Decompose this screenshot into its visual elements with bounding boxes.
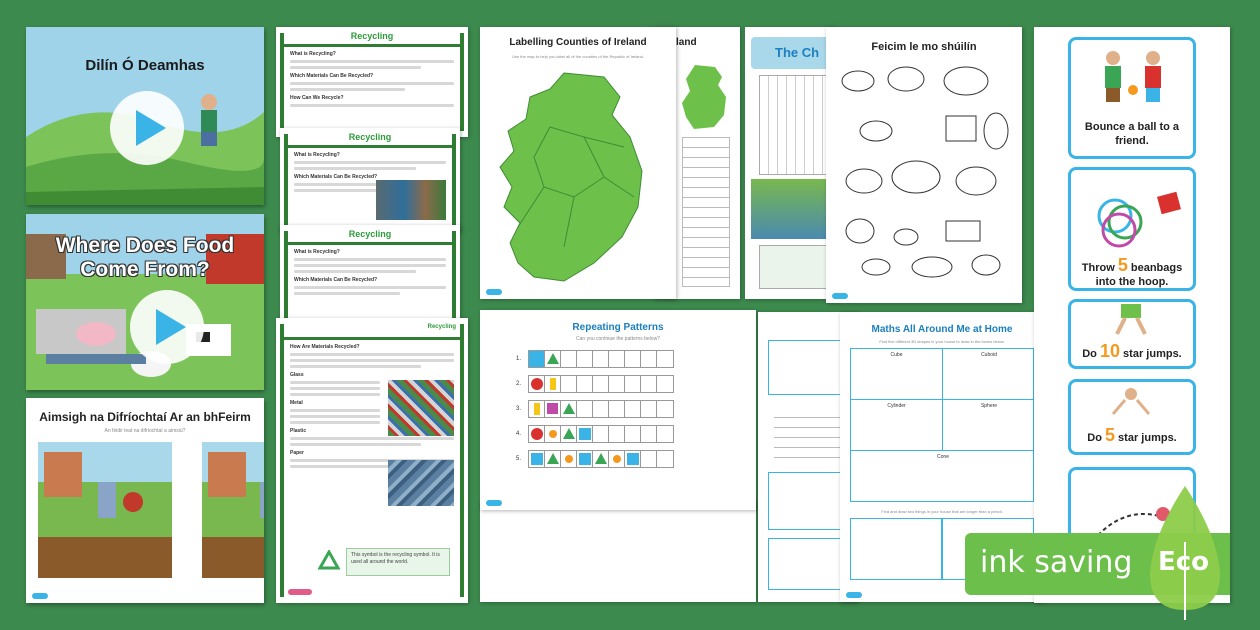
- page-title: Maths All Around Me at Home: [871, 324, 1013, 335]
- page-header: Recycling: [282, 33, 462, 47]
- row-number: 5.: [516, 455, 522, 462]
- page-title: Repeating Patterns: [572, 322, 664, 333]
- activity-card-bounce[interactable]: [1068, 37, 1196, 159]
- page-subtitle: Use the map to help you label all of the counties of the Republic of Ireland.: [512, 54, 644, 59]
- answer-lines: [774, 408, 848, 458]
- recycling-page-3[interactable]: [280, 225, 460, 325]
- farm-scene-right: [202, 442, 264, 578]
- play-button[interactable]: [110, 91, 184, 165]
- footer-logo: [846, 592, 862, 598]
- row-number: 3.: [516, 405, 522, 412]
- page-header: Recycling: [286, 231, 454, 245]
- metal-photo: [388, 460, 454, 506]
- page-title: The Ch: [775, 45, 820, 60]
- footer-logo: [32, 593, 48, 599]
- shape-label: Cube: [890, 352, 903, 358]
- footer-logo: [288, 589, 312, 595]
- page-title: Feicim le mo shúilín: [871, 41, 977, 53]
- recycling-symbol-icon: [316, 550, 342, 574]
- hoops-beanbag-icon: [1079, 184, 1189, 250]
- activity-text: Do 5 star jumps.: [1087, 425, 1177, 445]
- feicim-page[interactable]: [826, 27, 1022, 303]
- pattern-row: [516, 446, 674, 471]
- children-ball-icon: [1083, 48, 1183, 114]
- pattern-row: [516, 346, 674, 371]
- shape-label: Cone: [937, 454, 949, 460]
- footer-logo: [832, 293, 848, 299]
- play-icon: [136, 110, 166, 146]
- sheet-title: Aimsigh na Difríochtaí Ar an bhFeirm: [39, 410, 251, 424]
- section-heading: Which Materials Can Be Recycled?: [294, 174, 378, 180]
- page-subtitle: Find five different 3D shapes in your house to draw in the boxes below.: [879, 339, 1005, 344]
- row-number: 2.: [516, 380, 522, 387]
- child-jumping-icon: [1101, 386, 1161, 420]
- letter-grid: [759, 75, 835, 175]
- page-header: Recycling: [282, 324, 462, 340]
- footer-logo: [486, 289, 502, 295]
- video-title: Dilín Ó Deamhas: [85, 57, 205, 74]
- child-jumping-icon: [1101, 304, 1161, 338]
- pattern-row: [516, 371, 674, 396]
- shapes-grid: [850, 348, 1034, 502]
- play-icon: [156, 309, 186, 345]
- draw-box: [850, 518, 942, 580]
- activity-text: Throw 5 beanbags into the hoop.: [1081, 255, 1183, 288]
- symbol-note-box: [346, 548, 450, 576]
- page-header: Recycling: [286, 134, 454, 148]
- sheet-subtitle: An féidir leat na difríochtaí a aimsiú?: [104, 428, 186, 434]
- draw-box: [768, 472, 848, 530]
- shape-label: Cuboid: [981, 352, 997, 358]
- pattern-rows: [516, 346, 674, 471]
- row-number: 1.: [516, 355, 522, 362]
- activity-card-beanbags[interactable]: [1068, 167, 1196, 291]
- eco-badge-text: Eco: [1158, 547, 1210, 577]
- ink-saving-label: ink saving: [980, 545, 1133, 580]
- word-list: [759, 245, 829, 289]
- section-heading: Which Materials Can Be Recycled?: [294, 277, 378, 283]
- shape-label: Cylinder: [887, 403, 906, 409]
- activity-text: Do 10 star jumps.: [1082, 341, 1182, 361]
- section-heading: What is Recycling?: [294, 152, 340, 158]
- animal-outlines: [836, 61, 1012, 281]
- draw-box: [768, 340, 848, 395]
- symbol-note: This symbol is the recycling symbol. It is used all around the world.: [351, 552, 440, 565]
- instruction-text: Find and draw two things in your house that are longer than a pencil.: [881, 509, 1003, 514]
- recycling-page-2[interactable]: [280, 128, 460, 233]
- activity-text: Bounce a ball to a friend.: [1084, 121, 1180, 147]
- section-heading: Metal: [290, 400, 303, 406]
- pattern-row: [516, 396, 674, 421]
- section-heading: What is Recycling?: [294, 249, 340, 255]
- pattern-row: [516, 421, 674, 446]
- play-button[interactable]: [130, 290, 204, 364]
- answer-lines: [682, 137, 730, 287]
- farm-scene-left: [38, 442, 172, 578]
- grass-strip: [751, 179, 837, 239]
- page-title: Labelling Counties of Ireland: [509, 37, 647, 48]
- ireland-counties-page[interactable]: [480, 27, 676, 299]
- recycling-page-1[interactable]: [276, 27, 468, 137]
- section-heading: How Can We Recycle?: [290, 95, 344, 101]
- video-card-dilin[interactable]: [26, 27, 264, 205]
- recycling-page-4[interactable]: [276, 318, 468, 603]
- video-title: Where Does Food Come From?: [55, 234, 235, 281]
- section-heading: Which Materials Can Be Recycled?: [290, 73, 374, 79]
- activity-card-jumps-5[interactable]: [1068, 379, 1196, 455]
- patterns-page-back: [480, 500, 756, 602]
- section-heading: Plastic: [290, 428, 307, 434]
- section-heading: How Are Materials Recycled?: [290, 344, 360, 350]
- ireland-map: [494, 67, 664, 287]
- row-number: 4.: [516, 430, 522, 437]
- glass-photo: [388, 380, 454, 436]
- wordsearch-page[interactable]: [745, 27, 837, 299]
- video-card-food[interactable]: [26, 214, 264, 390]
- page-subtitle: Can you continue the patterns below?: [576, 336, 660, 342]
- recycling-bins-photo: [376, 180, 446, 220]
- repeating-patterns-page[interactable]: [480, 310, 756, 510]
- spot-difference-sheet[interactable]: [26, 398, 264, 603]
- ireland-small-map: [680, 63, 730, 131]
- section-heading: What is Recycling?: [290, 51, 336, 57]
- draw-box: [768, 538, 848, 590]
- section-heading: Glass: [290, 372, 304, 378]
- shape-label: Sphere: [980, 403, 998, 409]
- footer-logo: [486, 500, 502, 506]
- section-heading: Paper: [290, 450, 304, 456]
- page-title: land: [676, 37, 697, 48]
- activity-card-jumps-10[interactable]: [1068, 299, 1196, 369]
